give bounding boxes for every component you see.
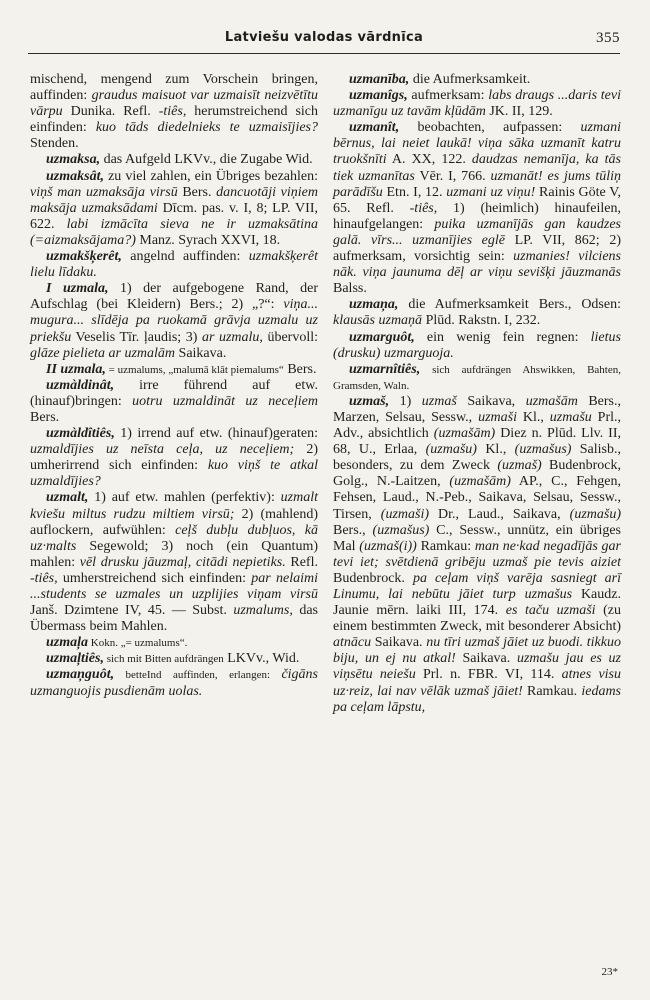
entry-text: Saikava, [456,393,526,409]
dictionary-entry [333,362,621,394]
example-text: vēl drusku jāuzmaļ, citādi nepietiks. [79,554,286,570]
entry-text: 1) der aufgebogene Rand, der Aufschlag (bei Kleidern) Bers.; 2) „?“: [30,281,319,313]
dictionary-entry [30,635,318,651]
entry-text: C., Sessw., unnütz, ein übriges Mal [333,522,621,554]
headword: uzmaksât, [46,168,104,184]
small-text: sich mit Bitten aufdrängen [103,653,224,666]
example-text: uzmašu [549,409,592,425]
entry-text: Saikava. [371,635,427,651]
example-text: viņa... mugura... slīdēja pa ruokamā grāvja uzmalu uz priekšu [30,297,318,345]
headword: II uzmala, [46,361,106,377]
entry-text: A. XX, 122. [386,152,472,168]
small-text: = uzmalums, „malumā klāt piemalums“ [105,363,284,376]
dictionary-entry [333,120,621,297]
headword: uzmaņguôt, [46,667,115,683]
entry-text: beobachten, aufpassen: [399,120,581,136]
example-text: uzmaldījies uz neīsta ceļa, uz neceļiem; [30,442,295,458]
dictionary-entry [30,152,318,168]
example-text: (uzmašām) [433,426,496,442]
small-text: sich aufdrängen Ahswikken, Bahten, Gramsden, Waln. [333,363,621,392]
headword: uzmaļtiês, [46,651,104,667]
entry-text: die Aufmerksamkeit. [409,72,531,87]
example-text: iedams pa ceļam lāpstu, [333,683,622,715]
entry-text: 1) [389,393,422,409]
headword: uzmaksa, [46,152,101,168]
example-text: labi izmācīta sieva ne ir uzmaksātina (=aizmaksājama?) [30,216,319,248]
entry-text: ein wenig fein regnen: [414,329,591,345]
entry-text: 1) (heimlich) hinaufeilen, hinaufgelangen: [333,200,621,232]
example-text: uzmanāt! es jums tūliņ parādīšu [333,168,622,200]
entry-text: Refl. [285,554,318,570]
example-text: (uzmašu) [425,442,477,458]
dictionary-entry [30,169,318,249]
dictionary-entry [333,330,621,362]
example-text: es taču uzmaši [505,603,596,619]
entry-text: irre führend auf etw. (hinauf)bringen: [30,377,318,409]
entry-text: Rainis Göte V, 65. Refl. [333,184,621,216]
example-text: puika uzmanījās gan kaudzes galā. vīrs... uzmanījies eglē [333,216,622,248]
dictionary-entry [30,72,318,152]
example-text: ceļš dubļu dubļuos, kā uz·malts [30,522,318,554]
entry-text: Vēr. I, 766. [414,168,491,184]
example-text: -tiês, [158,104,187,120]
example-text: daudzas nemanīja, ka tās tiek uzmanītas [333,152,621,184]
example-text: labs draugs ...daris tevi uzmanīgu uz tavām kļūdām [333,88,621,120]
entry-text: zu viel zahlen, ein Übriges bezahlen: [103,168,318,184]
entry-text: AP., C., Fehgen, Fehsen, Laud., N.-Peb., Saikava, Selsau, Sessw., Tirsen, [333,474,622,522]
example-text: (uzmaš(i)) [359,538,417,554]
example-text: uzmalums, [233,603,293,619]
example-text: čigāns uzmanguojis pusdienām uolas. [30,667,318,699]
headword: uzmarnîtiês, [349,361,421,377]
entry-text: Diez n. Plūd. Llv. II, 68, U., Erlaa, [333,426,621,458]
entry-text: Kl., [516,409,550,425]
entry-text: (zu einem bestimmten Zweck, mit besonderer Absicht) [333,603,621,635]
entry-text: Plūd. Rakstn. I, 232. [422,313,541,329]
example-text: graudus maisuot var uzmaisīt neizvētītu vārpu [30,88,318,120]
dictionary-entry [30,249,318,281]
headword: I uzmala, [46,281,109,297]
dictionary-entry [333,88,621,120]
entry-text: Prl., Adv., absichtlich [333,409,622,442]
dictionary-entry [30,362,318,378]
entry-text: Kl., [476,442,515,458]
entry-text: angelnd auffinden: [121,249,249,265]
example-text: uzmanies! vilciens nāk. viņa jaunuma dēļ ar viņu sevišķi jāuzmanās [333,249,621,281]
entry-text: Bers., [333,522,373,538]
headword: uzmaņa, [349,297,399,313]
example-text: uotru uzmaldināt uz neceļiem [132,393,318,409]
headword: uzmarguôt, [349,329,415,345]
entry-text: Dīcm. pas. v. I, 8; LP. VII, 622. [30,200,318,232]
entry-text: übervoll: [262,329,319,345]
headword: uzmanība, [349,72,410,87]
entry-text: Salisb., besonders, zu dem Zweck [333,442,621,474]
example-text: (uzmaši) [380,506,430,522]
entry-text: 1) auf etw. mahlen (perfektiv): [88,490,281,506]
example-text: lietus (drusku) uzmarguoja. [333,329,621,361]
right-column [333,72,621,716]
entry-text: das Übermass beim Mahlen. [30,603,318,635]
dictionary-entry [333,297,621,329]
entry-text: Bers. [30,409,60,425]
entry-text: LKVv., Wid. [223,651,300,667]
headword: uzmakšķerêt, [46,249,122,265]
example-text: (uzmašus) [514,442,572,458]
example-text: (uzmaš) [497,458,542,474]
example-text: uzmaši [478,409,517,425]
example-text: viņš man uzmaksāja virsū [30,184,178,200]
example-text: uzmašām [525,393,578,409]
entry-text: Bers. [177,184,217,200]
example-text: uzmani uz viņu! [446,184,536,200]
entry-text: das Aufgeld LKVv., die Zugabe Wid. [100,152,313,168]
example-text: pa ceļam viņš varēja sasniegt arī Linumu, lai nebūtu jāiet turp uzmašus [333,570,621,602]
dictionary-entry [30,281,318,361]
example-text: -tiês, [409,200,438,216]
entry-text: Bers., Marzen, Selsau, Sessw., [333,393,621,425]
page-number: 355 [596,30,620,46]
example-text: uzmakšķerêt lielu līdaku. [30,249,318,281]
entry-text: Balss. [333,281,367,297]
entry-text: Kaudz. Jaunie mērn. laiki III, 174. [333,587,621,619]
small-text: Kokn. „= uzmalums“. [88,637,188,650]
entry-text: Dr., Laud., Saikava, [429,506,570,522]
entry-text: Saikava. [455,651,517,667]
entry-text: Stenden. [30,136,79,152]
dictionary-entry [30,490,318,635]
entry-text: Ramkau: [416,538,475,554]
entry-text: Janš. Dzimtene IV, 45. — Subst. [30,603,234,619]
dictionary-entry [30,426,318,490]
entry-text: mischend, mengend zum Vorschein bringen, auffinden: [30,72,318,104]
example-text: nu tīri uzmaš jāiet uz buodi. tikkuo biju, un ej nu atkal! [333,635,621,667]
entry-text: Dunika. Refl. [62,104,159,120]
headword: uzmaļa [46,635,89,651]
example-text: uzmašu jau es uz viņsētu neiešu [333,651,621,683]
entry-text: Veselis Tīr. ļaudis; 3) [71,329,202,345]
example-text: kuo tāds diedelnieks te uzmaisījies? [95,120,318,136]
entry-text: 1) irrend auf etw. (hinauf)geraten: [114,426,318,442]
entry-text: 2) (mahlend) auflockern, aufwühlen: [30,506,318,538]
entry-text: Manz. Syrach XXVI, 18. [135,232,281,248]
entry-text: Budenbrock, Golg., N.-Laitzen, [333,458,621,490]
example-text: kuo viņš te atkal uzmaldījies? [30,458,318,490]
headword: uzmàldinât, [46,377,115,393]
signature-mark: 23* [601,966,618,978]
dictionary-entry [30,667,318,699]
entry-text: Saikava. [175,345,227,361]
headword: uzmanît, [349,120,400,136]
example-text: uzmaš [421,393,457,409]
dictionary-entry [333,394,621,716]
example-text: dancuotāji viņiem maksāja uzmaksādami [30,184,318,216]
example-text: par nelaimi ...students se uzmales un uzplijies viņam virsū [30,570,318,602]
entry-text: die Aufmerksamkeit Bers., Odsen: [398,297,621,313]
example-text: uzmalt kviešu miltus rudzu miltiem virsū; [30,490,318,522]
headword: uzmanîgs, [349,88,408,104]
entry-text: aufmerksam: [407,88,489,104]
entry-text: JK. II, 129. [485,104,553,120]
dictionary-entry [333,72,621,88]
entry-text: Budenbrock. [333,570,413,586]
example-text: atnes visu uz·reiz, lai nav vēlāk uzmaš jāiet! [333,667,621,699]
entry-text: Bers. [283,361,317,377]
example-text: man ne·kad negadījās gar tevi iet; svētdienā gribēju uzmaš pie tevis aiziet [333,538,621,570]
example-text: (uzmašu) [569,506,621,522]
example-text: atnācu [333,635,372,651]
example-text: klausās uzmaņā [333,313,423,329]
entry-text: 2) umherirrend sich einfinden: [30,442,318,474]
dictionary-entry [30,651,318,667]
headword: uzmàldîtiês, [46,426,115,442]
left-column [30,72,318,700]
page-header [28,30,620,52]
entry-text: Ramkau. [522,683,582,699]
example-text: glāze pielieta ar uzmalām [30,345,176,361]
small-text: betteInd auffinden, erlangen: [114,669,282,682]
example-text: -tiês, [30,570,58,586]
entry-text: Prl. n. FBR. VI, 114. [415,667,562,683]
entry-text: Etn. I, 12. [382,184,447,200]
running-title: Latviešu valodas vārdnīca [224,30,424,45]
header-rule [28,53,620,54]
entry-text: umherstreichend sich einfinden: [57,570,252,586]
example-text: uzmani bērnus, lai neiet laukā! viņa sāka uzmanīt katru truokšnīti [333,120,621,168]
example-text: (uzmašus) [372,522,430,538]
example-text: (uzmašām) [449,474,511,490]
headword: uzmalt, [46,490,89,506]
entry-text: LP. VII, 862; 2) aufmerksam, vorsichtig sein: [333,232,621,265]
example-text: ar uzmalu, [201,329,263,345]
entry-text: Segewold; 3) noch (ein Quantum) mahlen: [30,538,318,570]
headword: uzmaš, [349,393,390,409]
entry-text: herumstreichend sich einfinden: [30,104,318,136]
dictionary-entry [30,378,318,426]
